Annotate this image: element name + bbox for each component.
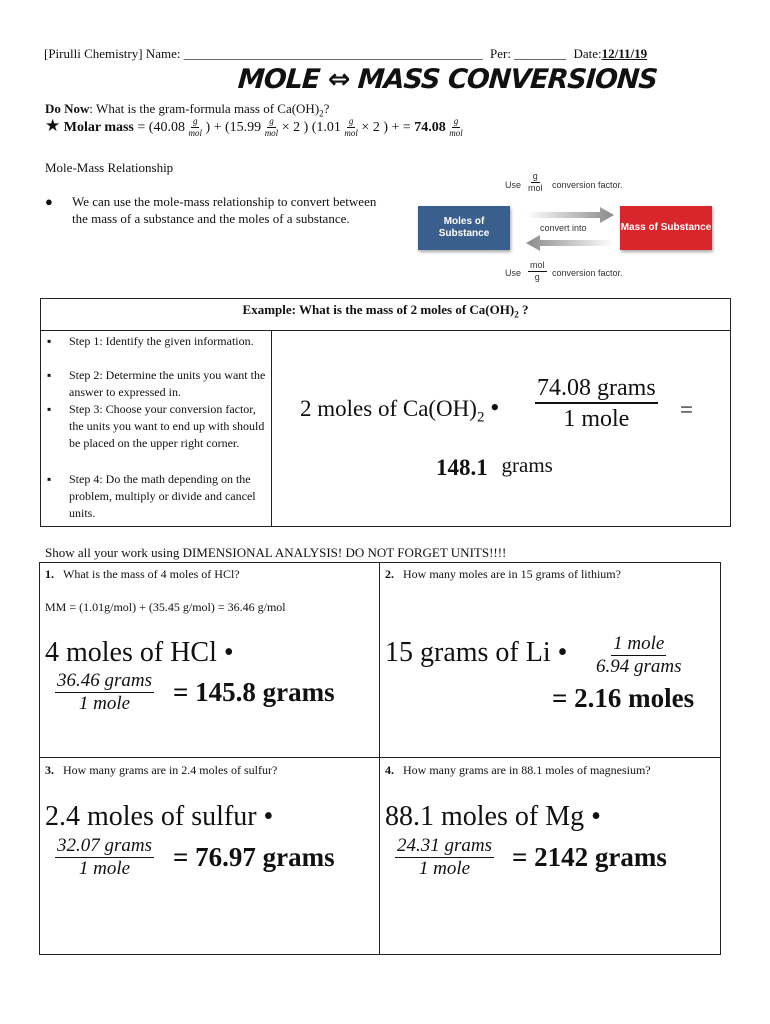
- question-3-work: 2.4 moles of sulfur •: [45, 801, 274, 832]
- question-1-answer: = 145.8 grams: [173, 677, 335, 707]
- worksheet-header: [44, 46, 647, 62]
- convert-into-label: convert into: [540, 223, 587, 233]
- conversion-top-label: conversion factor.: [552, 180, 623, 190]
- section-title: Mole-Mass Relationship: [45, 160, 174, 175]
- unit-fraction: $\frac{g}{\text{mol}}$: [264, 116, 279, 139]
- top-fraction: g mol: [528, 171, 543, 193]
- conversion-bottom-label: conversion factor.: [552, 268, 623, 278]
- page-title: MOLE ⇔ MASS CONVERSIONS: [236, 64, 659, 95]
- question-3-fraction: 32.07 grams 1 mole: [57, 835, 153, 879]
- question-4: 4. How many grams are in 88.1 moles of magnesium?: [385, 763, 651, 777]
- question-1-molar-mass: MM = (1.01g/mol) + (35.45 g/mol) = 36.46 g/mol: [45, 600, 286, 614]
- do-now-label: Do Now: [45, 101, 90, 116]
- step-item: ▪ Step 3: Choose your conversion factor, the units you want to end up with should be placed on the upper right corner.: [47, 402, 265, 450]
- bullet-dot: ●: [45, 194, 53, 209]
- unit-fraction: $\frac{g}{\text{mol}}$: [344, 116, 358, 139]
- grid-divider-horizontal: [40, 757, 720, 758]
- grid-divider-vertical: [379, 563, 380, 954]
- question-4-fraction: 24.31 grams 1 mole: [397, 835, 493, 879]
- molar-mass-part3: × 2 ) (1.01: [281, 120, 341, 135]
- example-heading: Example: What is the mass of 2 moles of $Ca(OH)_2$ ?: [41, 299, 730, 331]
- question-3-answer: = 76.97 grams: [173, 842, 335, 872]
- star-icon: ★: [45, 116, 61, 135]
- right-arrow: [526, 207, 614, 223]
- question-1-fraction: 36.46 grams 1 mole: [57, 670, 153, 714]
- steps-cell: [41, 331, 272, 526]
- mass-box: Mass of Substance: [620, 206, 712, 250]
- bullet-item: [45, 193, 392, 227]
- step-item: ▪ Step 4: Do the math depending on the problem, multiply or divide and cancel units.: [47, 472, 256, 520]
- unit-fraction: $\frac{g}{\text{mol}}$: [188, 116, 202, 139]
- mole-mass-diagram: [410, 172, 730, 290]
- bottom-fraction: mol g: [530, 260, 545, 282]
- use-bottom-label: Use: [505, 268, 522, 278]
- question-2-fraction: 1 mole 6.94 grams: [596, 633, 682, 677]
- example-fraction: 74.08 grams 1 mole: [537, 375, 656, 432]
- question-3: 3. How many grams are in 2.4 moles of sulfur?: [45, 763, 278, 777]
- date-label: Date:: [573, 46, 602, 61]
- unit-fraction: $\frac{g}{\text{mol}}$: [449, 116, 463, 139]
- question-4-work: 88.1 moles of Mg •: [385, 801, 601, 832]
- question-2-answer: = 2.16 moles: [552, 683, 695, 713]
- bullet-text: We can use the mole-mass relationship to convert between the mass of a substance and the moles of a substance.: [72, 194, 377, 226]
- question-4-answer: = 2142 grams: [512, 842, 667, 872]
- step-item: ▪ Step 2: Determine the units you want the answer to expressed in.: [47, 368, 266, 399]
- instructions: Show all your work using DIMENSIONAL ANALYSIS! DO NOT FORGET UNITS!!!!: [45, 545, 507, 560]
- use-top-label: Use: [505, 180, 522, 190]
- do-now-subscript: 2: [319, 108, 324, 119]
- left-arrow: [526, 235, 614, 251]
- molar-mass-part4: × 2 ) + =: [361, 120, 411, 135]
- molar-mass-line: [45, 116, 463, 138]
- do-now-text: : What is the gram-formula mass of Ca(OH): [89, 101, 320, 116]
- date-value: 12/11/19: [601, 46, 648, 61]
- example-equation: 2 moles of $Ca(OH)_2$ •: [300, 393, 500, 426]
- moles-box: Moles of Substance: [418, 206, 510, 250]
- step-item: ▪ Step 1: Identify the given information.: [47, 334, 254, 348]
- period-line: Per: ________: [489, 46, 567, 61]
- question-2-work: 15 grams of Li •: [385, 637, 568, 668]
- do-now-end: ?: [323, 101, 330, 116]
- molar-mass-label: Molar mass: [63, 120, 134, 135]
- question-2: 2. How many moles are in 15 grams of lithium?: [385, 567, 621, 581]
- problem-grid: [39, 562, 721, 955]
- example-result: 148.1 grams: [436, 453, 553, 480]
- question-1: 1. What is the mass of 4 moles of HCl?: [45, 567, 240, 581]
- question-1-work: 4 moles of HCl •: [45, 637, 234, 668]
- molar-mass-equals: =: [137, 120, 146, 135]
- molar-mass-part2: ) + (15.99: [205, 120, 262, 135]
- molar-mass-part1: (40.08: [148, 120, 185, 135]
- name-line: [Pirulli Chemistry] Name: ______________________________________________: [44, 46, 483, 61]
- molar-mass-result: 74.08: [414, 120, 446, 135]
- example-equals: =: [680, 397, 693, 422]
